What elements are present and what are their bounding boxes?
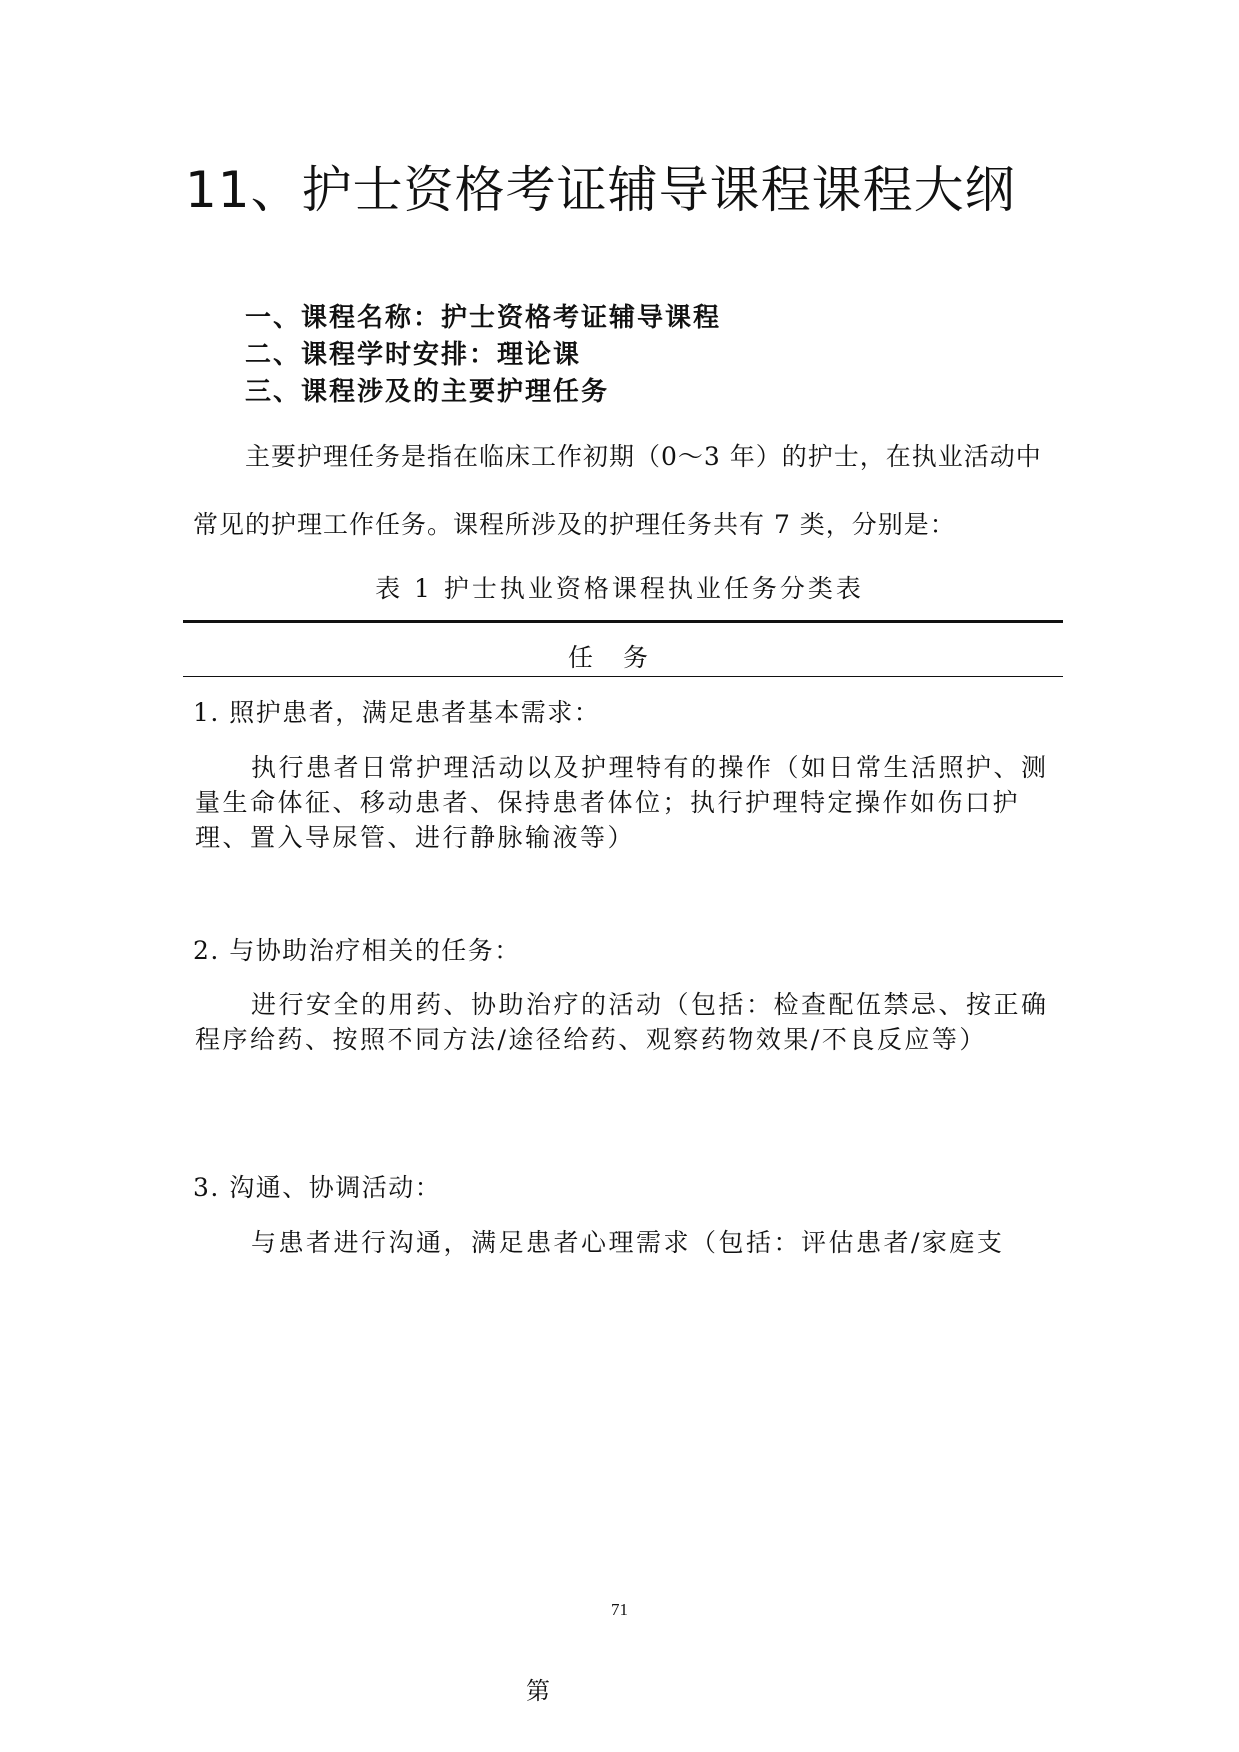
task-item-2-body: 进行安全的用药、协助治疗的活动（包括：检查配伍禁忌、按正确程序给药、按照不同方法/途径给药、观察药物效果/不良反应等） [195,990,1049,1054]
table-header-rule [183,676,1063,677]
table-top-rule [183,620,1063,623]
task-item-3-title: 3. 沟通、协调活动： [193,1173,442,1202]
section-heading-nursing-tasks: 三、课程涉及的主要护理任务 [245,377,610,407]
intro-paragraph-line-1: 主要护理任务是指在临床工作初期（0～3 年）的护士，在执业活动中 [245,442,1042,471]
document-title: 11、护士资格考证辅导课程课程大纲 [185,161,1016,219]
table-header-task: 任务 [567,643,678,672]
table-caption: 表 1 护士执业资格课程执业任务分类表 [375,574,864,603]
section-heading-course-name: 一、课程名称：护士资格考证辅导课程 [245,303,722,333]
task-item-1-title: 1. 照护患者，满足患者基本需求： [193,698,601,727]
section-heading-course-hours: 二、课程学时安排：理论课 [245,340,582,370]
task-item-2-title: 2. 与协助治疗相关的任务： [193,936,521,965]
intro-paragraph-line-2: 常见的护理工作任务。课程所涉及的护理任务共有 7 类，分别是： [193,510,956,539]
task-item-3-body: 与患者进行沟通，满足患者心理需求（包括：评估患者/家庭支 [251,1228,1005,1257]
page-prefix: 第 [526,1677,550,1705]
task-item-1-body: 执行患者日常护理活动以及护理特有的操作（如日常生活照护、测量生命体征、移动患者、保持患者体位；执行护理特定操作如伤口护理、置入导尿管、进行静脉输液等） [195,753,1049,852]
page-number: 71 [611,1600,628,1619]
